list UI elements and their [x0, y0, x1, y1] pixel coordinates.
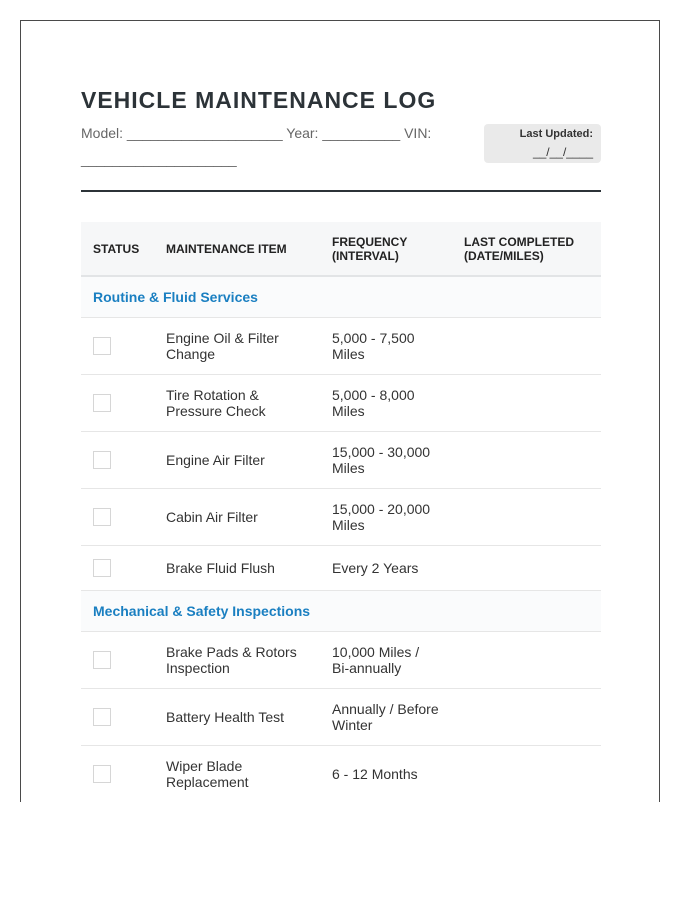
frequency-cell: 15,000 - 30,000 Miles: [320, 432, 452, 489]
item-cell: Tire Rotation & Pressure Check: [154, 375, 320, 432]
last-completed-cell[interactable]: [452, 375, 601, 432]
status-cell: [81, 375, 154, 432]
section-row: [81, 591, 601, 632]
item-cell: Battery Health Test: [154, 689, 320, 746]
item-cell: Engine Oil & Filter Change: [154, 318, 320, 375]
table-row: [81, 432, 601, 489]
vehicle-fields: Model: ____________________ Year: __________ VIN: ____________________: [81, 125, 432, 167]
last-completed-cell[interactable]: [452, 546, 601, 591]
section-title: Routine & Fluid Services: [81, 276, 601, 318]
status-cell: [81, 689, 154, 746]
last-completed-cell[interactable]: [452, 489, 601, 546]
frequency-cell: 5,000 - 7,500 Miles: [320, 318, 452, 375]
last-updated-value: __/__/____: [532, 145, 593, 159]
table-row: [81, 318, 601, 375]
frequency-cell: 15,000 - 20,000 Miles: [320, 489, 452, 546]
table-row: [81, 489, 601, 546]
status-checkbox[interactable]: [93, 765, 111, 783]
status-checkbox[interactable]: [93, 451, 111, 469]
status-cell: [81, 546, 154, 591]
table-row: [81, 689, 601, 746]
last-completed-cell[interactable]: [452, 632, 601, 689]
column-header-frequency: FREQUENCY (INTERVAL): [320, 222, 452, 276]
status-cell: [81, 632, 154, 689]
last-completed-cell[interactable]: [452, 689, 601, 746]
status-cell: [81, 318, 154, 375]
item-cell: Wiper Blade Replacement: [154, 746, 320, 803]
column-header-item: MAINTENANCE ITEM: [154, 222, 320, 276]
table-header: [81, 222, 601, 276]
frequency-cell: Annually / Before Winter: [320, 689, 452, 746]
frequency-cell: 5,000 - 8,000 Miles: [320, 375, 452, 432]
item-cell: Brake Fluid Flush: [154, 546, 320, 591]
frequency-cell: 6 - 12 Months: [320, 746, 452, 803]
item-cell: Cabin Air Filter: [154, 489, 320, 546]
status-checkbox[interactable]: [93, 508, 111, 526]
log-sheet: [20, 20, 660, 802]
last-completed-cell[interactable]: [452, 432, 601, 489]
status-checkbox[interactable]: [93, 708, 111, 726]
status-checkbox[interactable]: [93, 651, 111, 669]
frequency-cell: 10,000 Miles / Bi-annually: [320, 632, 452, 689]
header-divider: [81, 190, 601, 192]
item-cell: Brake Pads & Rotors Inspection: [154, 632, 320, 689]
column-header-status: STATUS: [81, 222, 154, 276]
status-checkbox[interactable]: [93, 559, 111, 577]
last-updated-label: Last Updated:: [519, 128, 593, 140]
table-row: [81, 375, 601, 432]
maintenance-table: [81, 222, 601, 802]
section-row: [81, 276, 601, 318]
last-completed-cell[interactable]: [452, 318, 601, 375]
status-cell: [81, 746, 154, 803]
table-row: [81, 546, 601, 591]
log-content: [81, 85, 601, 802]
vehicle-info: [81, 120, 601, 170]
table-row: [81, 632, 601, 689]
table-row: [81, 746, 601, 803]
section-title: Mechanical & Safety Inspections: [81, 591, 601, 632]
status-cell: [81, 489, 154, 546]
column-header-last-completed: LAST COMPLETED (DATE/MILES): [452, 222, 601, 276]
frequency-cell: Every 2 Years: [320, 546, 452, 591]
last-completed-cell[interactable]: [452, 746, 601, 803]
item-cell: Engine Air Filter: [154, 432, 320, 489]
status-checkbox[interactable]: [93, 394, 111, 412]
last-updated-box: [484, 124, 601, 163]
status-checkbox[interactable]: [93, 337, 111, 355]
page-title: VEHICLE MAINTENANCE LOG: [81, 87, 437, 113]
status-cell: [81, 432, 154, 489]
